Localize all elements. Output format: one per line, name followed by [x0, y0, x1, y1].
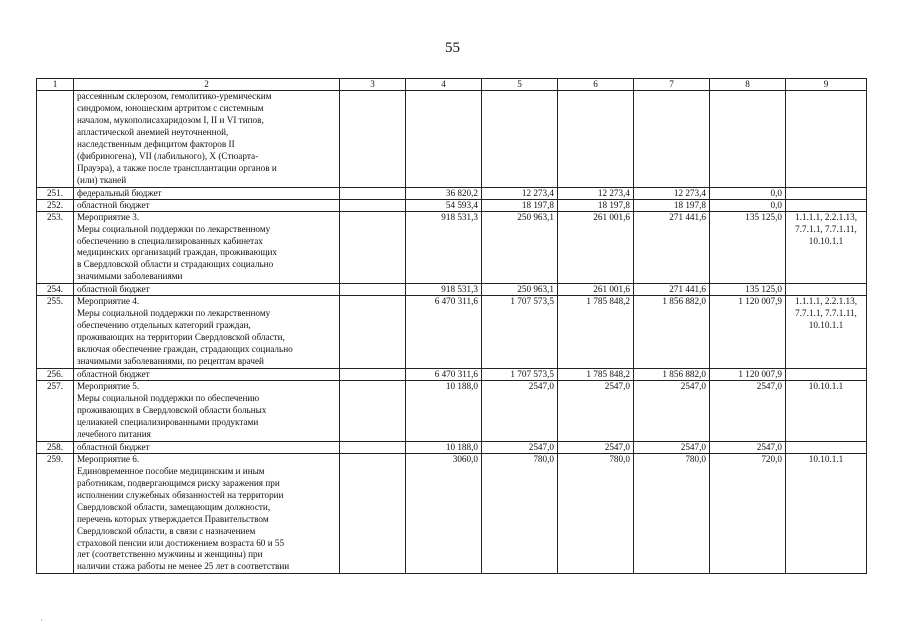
description-line: целиакией специализированными продуктами — [77, 416, 259, 427]
col3-cell — [340, 284, 406, 296]
col3-cell — [340, 199, 406, 211]
col3-cell — [340, 441, 406, 453]
scan-artifact: · — [40, 615, 43, 625]
row-description — [74, 187, 340, 199]
description-line: (фибриногена), VII (лабильного), X (Стюарта- — [77, 150, 259, 161]
target-indicators — [786, 296, 867, 369]
row-description — [74, 381, 340, 442]
header-row — [37, 79, 867, 91]
value-col7: 271 441,6 — [634, 284, 710, 296]
value-col5: 2547,0 — [482, 441, 558, 453]
page-number: 55 — [445, 40, 460, 56]
column-header: 9 — [786, 79, 867, 91]
indicator-line: 10.10.1.1 — [808, 453, 844, 464]
value-col4: 10 188,0 — [406, 381, 482, 442]
target-indicators — [786, 211, 867, 284]
value-col5: 2547,0 — [482, 381, 558, 442]
value-col7: 1 856 882,0 — [634, 369, 710, 381]
description-line: наличии стажа работы не менее 25 лет в соответствии — [77, 561, 290, 572]
column-header: 5 — [482, 79, 558, 91]
value-col4 — [406, 91, 482, 188]
table-row — [37, 284, 867, 296]
value-col4: 10 188,0 — [406, 441, 482, 453]
description-line: Свердловской области, в связи с назначением — [77, 525, 256, 536]
description-line: Мероприятие 5. — [77, 381, 140, 392]
col3-cell — [340, 381, 406, 442]
description-line: синдромом, юношеским артритом с системным — [77, 102, 264, 113]
value-col7 — [634, 91, 710, 188]
description-line: значимыми заболеваниями, по рецептам врачей — [77, 356, 264, 367]
target-indicators — [786, 381, 867, 442]
row-description — [74, 91, 340, 188]
value-col5: 1 707 573,5 — [482, 369, 558, 381]
column-header: 6 — [558, 79, 634, 91]
table-row — [37, 199, 867, 211]
col3-cell — [340, 187, 406, 199]
indicator-line: 10.10.1.1 — [808, 320, 844, 331]
value-col4: 918 531,3 — [406, 211, 482, 284]
value-col7: 12 273,4 — [634, 187, 710, 199]
description-line: апластической анемией неуточненной, — [77, 126, 229, 137]
description-line: Свердловской области, замещающим должности, — [77, 501, 271, 512]
value-col6: 1 785 848,2 — [558, 296, 634, 369]
value-col4: 918 531,3 — [406, 284, 482, 296]
description-line: исполнении служебных обязанностей на территории — [77, 489, 284, 500]
value-col5: 18 197,8 — [482, 199, 558, 211]
value-col7: 271 441,6 — [634, 211, 710, 284]
target-indicators — [786, 453, 867, 574]
description-line: включая обеспечение граждан, страдающих социально — [77, 344, 293, 355]
target-indicators — [786, 91, 867, 188]
description-line: Прауэра), а также после трансплантации органов и — [77, 162, 277, 173]
column-header: 2 — [74, 79, 340, 91]
row-number: 255. — [37, 296, 74, 369]
row-description — [74, 453, 340, 574]
value-col8: 135 125,0 — [710, 284, 786, 296]
value-col4: 3060,0 — [406, 453, 482, 574]
value-col5: 780,0 — [482, 453, 558, 574]
row-description — [74, 296, 340, 369]
description-line: Меры социальной поддержки по лекарственному — [77, 223, 271, 234]
description-line: областной бюджет — [77, 441, 150, 452]
value-col7: 2547,0 — [634, 381, 710, 442]
indicator-line: 10.10.1.1 — [808, 235, 844, 246]
description-line: проживающих в Свердловской области больных — [77, 404, 267, 415]
table-row — [37, 369, 867, 381]
description-line: работникам, подвергающимся риску заражения при — [77, 477, 280, 488]
column-header: 7 — [634, 79, 710, 91]
indicator-line: 10.10.1.1 — [808, 381, 844, 392]
col3-cell — [340, 211, 406, 284]
value-col4: 6 470 311,6 — [406, 296, 482, 369]
value-col4: 54 593,4 — [406, 199, 482, 211]
description-line: перечень которых утверждается Правительством — [77, 513, 269, 524]
value-col6: 18 197,8 — [558, 199, 634, 211]
value-col8 — [710, 91, 786, 188]
description-line: областной бюджет — [77, 369, 150, 380]
column-header: 3 — [340, 79, 406, 91]
description-line: в Свердловской области и страдающих социально — [77, 259, 274, 270]
value-col5: 250 963,1 — [482, 211, 558, 284]
value-col6: 261 001,6 — [558, 284, 634, 296]
value-col8: 1 120 007,9 — [710, 296, 786, 369]
value-col7: 1 856 882,0 — [634, 296, 710, 369]
budget-table — [36, 78, 867, 574]
column-header: 1 — [37, 79, 74, 91]
value-col6: 261 001,6 — [558, 211, 634, 284]
description-line: Меры социальной поддержки по лекарственному — [77, 308, 271, 319]
description-line: Мероприятие 3. — [77, 211, 140, 222]
target-indicators — [786, 441, 867, 453]
description-line: страховой пенсии или достижением возраста 60 и 55 — [77, 537, 285, 548]
target-indicators — [786, 369, 867, 381]
value-col5: 1 707 573,5 — [482, 296, 558, 369]
table-row — [37, 187, 867, 199]
indicator-line: 1.1.1.1, 2.2.1.13, — [794, 211, 857, 222]
description-line: (или) тканей — [77, 174, 127, 185]
value-col5 — [482, 91, 558, 188]
description-line: Единовременное пособие медицинским и иным — [77, 465, 265, 476]
indicator-line: 7.7.1.1, 7.7.1.11, — [795, 223, 857, 234]
row-description — [74, 369, 340, 381]
description-line: началом, мукополисахаридозом I, II и VI типов, — [77, 114, 264, 125]
target-indicators — [786, 199, 867, 211]
value-col8: 2547,0 — [710, 381, 786, 442]
row-number: 254. — [37, 284, 74, 296]
col3-cell — [340, 453, 406, 574]
description-line: Меры социальной поддержки по обеспечению — [77, 393, 260, 404]
description-line: рассеянным склерозом, гемолитико-уремическим — [77, 91, 272, 101]
description-line: наследственным дефицитом факторов II — [77, 138, 235, 149]
description-line: Мероприятие 4. — [77, 296, 140, 307]
row-number: 258. — [37, 441, 74, 453]
description-line: лечебного питания — [77, 428, 151, 439]
row-number: 251. — [37, 187, 74, 199]
value-col6: 780,0 — [558, 453, 634, 574]
row-description — [74, 211, 340, 284]
value-col6: 2547,0 — [558, 441, 634, 453]
description-line: Мероприятие 6. — [77, 453, 140, 464]
row-number: 257. — [37, 381, 74, 442]
target-indicators — [786, 284, 867, 296]
target-indicators — [786, 187, 867, 199]
row-description — [74, 199, 340, 211]
row-number: 253. — [37, 211, 74, 284]
value-col8: 1 120 007,9 — [710, 369, 786, 381]
value-col8: 2547,0 — [710, 441, 786, 453]
description-line: областной бюджет — [77, 284, 150, 295]
column-header: 8 — [710, 79, 786, 91]
value-col6: 12 273,4 — [558, 187, 634, 199]
row-description — [74, 441, 340, 453]
row-number: 252. — [37, 199, 74, 211]
value-col6: 1 785 848,2 — [558, 369, 634, 381]
description-line: областной бюджет — [77, 199, 150, 210]
col3-cell — [340, 296, 406, 369]
row-number — [37, 91, 74, 188]
table-row — [37, 441, 867, 453]
table-row — [37, 211, 867, 284]
value-col5: 250 963,1 — [482, 284, 558, 296]
table-row — [37, 453, 867, 574]
table-row — [37, 296, 867, 369]
value-col6: 2547,0 — [558, 381, 634, 442]
description-line: лет (соответственно мужчины и женщины) при — [77, 549, 263, 560]
description-line: федеральный бюджет — [77, 187, 162, 198]
row-description — [74, 284, 340, 296]
table-row — [37, 91, 867, 188]
row-number: 256. — [37, 369, 74, 381]
value-col8: 135 125,0 — [710, 211, 786, 284]
row-number: 259. — [37, 453, 74, 574]
table-row — [37, 381, 867, 442]
col3-cell — [340, 369, 406, 381]
description-line: обеспечению отдельных категорий граждан, — [77, 320, 251, 331]
indicator-line: 1.1.1.1, 2.2.1.13, — [794, 296, 857, 307]
description-line: обеспечению в специализированных кабинетах — [77, 235, 263, 246]
value-col8: 0,0 — [710, 199, 786, 211]
value-col6 — [558, 91, 634, 188]
value-col7: 780,0 — [634, 453, 710, 574]
column-header: 4 — [406, 79, 482, 91]
description-line: медицинских организаций граждан, проживающих — [77, 247, 278, 258]
value-col5: 12 273,4 — [482, 187, 558, 199]
description-line: проживающих на территории Свердловской области, — [77, 332, 285, 343]
value-col4: 36 820,2 — [406, 187, 482, 199]
description-line: значимыми заболеваниями — [77, 271, 183, 282]
value-col7: 18 197,8 — [634, 199, 710, 211]
value-col4: 6 470 311,6 — [406, 369, 482, 381]
value-col8: 0,0 — [710, 187, 786, 199]
col3-cell — [340, 91, 406, 188]
value-col7: 2547,0 — [634, 441, 710, 453]
value-col8: 720,0 — [710, 453, 786, 574]
indicator-line: 7.7.1.1, 7.7.1.11, — [795, 308, 857, 319]
